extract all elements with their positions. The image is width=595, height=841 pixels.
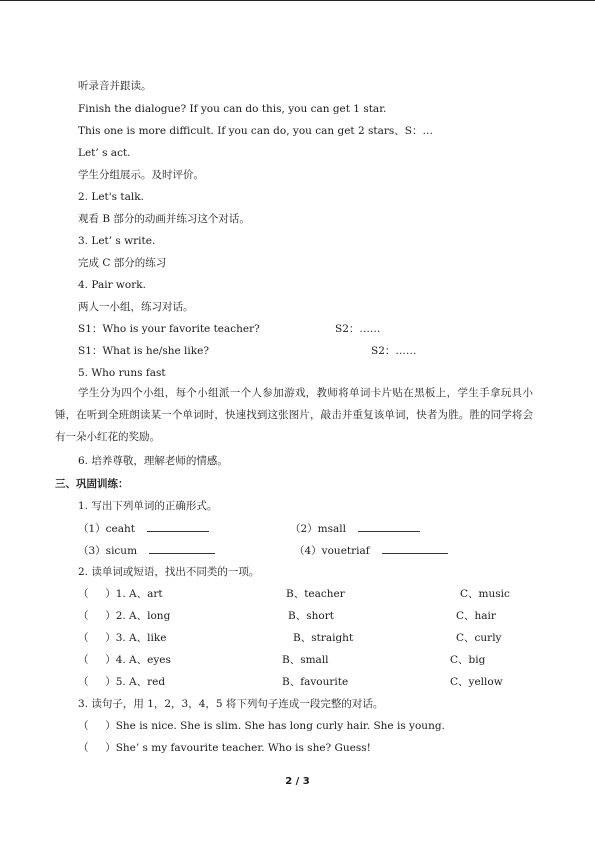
- choice-c: C、hair: [456, 610, 496, 622]
- text-line: 2. Let's talk.: [78, 191, 144, 203]
- choice-c: C、music: [460, 588, 510, 600]
- choice-row: （ ）3. A、like: [78, 632, 167, 644]
- word-item: （1）ceaht: [78, 521, 209, 536]
- word-item: （4）vouetriaf: [294, 543, 448, 558]
- choice-b: B、straight: [293, 632, 354, 644]
- text-line: 听录音并跟读。: [78, 80, 152, 92]
- text-line: 完成 C 部分的练习: [78, 257, 167, 269]
- word-item: （2）msall: [290, 521, 420, 536]
- choice-b: B、favourite: [282, 676, 349, 688]
- game-paragraph: 学生分为四个小组，每个小组派一个人参加游戏，教师将单词卡片贴在黑板上，学生手拿玩具小锤，在听到全班朗读某一个单词时，快速找到这张图片，敲击并重复该单词，快者为胜。胜的同学将会有一朵小红花的奖励。: [55, 387, 533, 443]
- dialogue-s2: S2：……: [371, 345, 417, 357]
- choice-c: C、big: [450, 654, 486, 666]
- text-line: 6. 培养尊敬，理解老师的情感。: [78, 455, 228, 467]
- page-number: 2 / 3: [285, 776, 310, 787]
- choice-row: （ ）1. A、art: [78, 588, 163, 600]
- text-line: Let’ s act.: [78, 147, 131, 159]
- text-line: 观看 B 部分的动画并练习这个对话。: [78, 213, 250, 225]
- choice-row: （ ）2. A、long: [78, 610, 171, 622]
- text-line: 3. Let’ s write.: [78, 235, 156, 247]
- section-title: 三、巩固训练：: [55, 478, 129, 490]
- sentence-item: （ ）She’ s my favourite teacher. Who is she? Guess!: [78, 742, 371, 754]
- text-line: 4. Pair work.: [78, 279, 146, 291]
- choice-c: C、curly: [456, 632, 502, 644]
- choice-row: （ ）5. A、red: [78, 676, 166, 688]
- choice-b: B、teacher: [286, 588, 345, 600]
- dialogue-s1: S1：Who is your favorite teacher?: [78, 323, 260, 335]
- dialogue-s1: S1：What is he/she like?: [78, 345, 209, 357]
- text-line: 两人一小组，练习对话。: [78, 301, 194, 313]
- choice-c: C、yellow: [450, 676, 503, 688]
- question-1-title: 1. 写出下列单词的正确形式。: [78, 500, 218, 512]
- text-line: 5. Who runs fast: [78, 367, 166, 379]
- text-line: 学生分组展示。及时评价。: [78, 169, 204, 181]
- choice-row: （ ）4. A、eyes: [78, 654, 171, 666]
- text-line: This one is more difficult. If you can do, you can get 2 stars、S：…: [78, 125, 433, 137]
- choice-b: B、small: [282, 654, 329, 666]
- question-2-title: 2. 读单词或短语，找出不同类的一项。: [78, 566, 260, 578]
- sentence-item: （ ）She is nice. She is slim. She has long curly hair. She is young.: [78, 720, 445, 732]
- word-item: （3）sicum: [78, 543, 215, 558]
- text-line: Finish the dialogue? If you can do this, you can get 1 star.: [78, 103, 387, 115]
- dialogue-s2: S2：……: [335, 323, 381, 335]
- question-3-title: 3. 读句子，用 1，2，3，4，5 将下列句子连成一段完整的对话。: [78, 698, 384, 710]
- choice-b: B、short: [288, 610, 334, 622]
